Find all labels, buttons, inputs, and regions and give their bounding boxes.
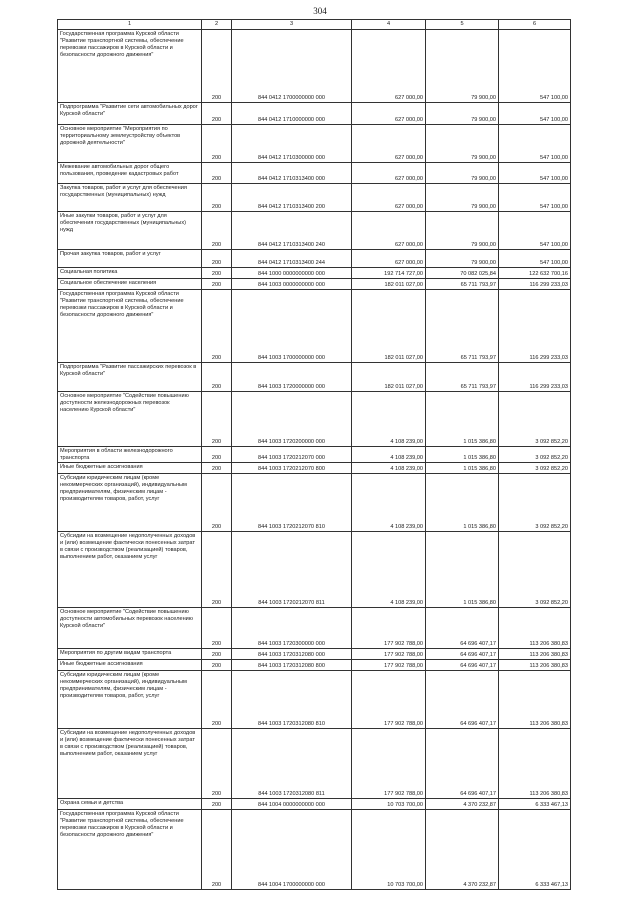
row-name: Субсидии на возмещение недополученных доходов и (или) возмещение фактически понесенных затрат в связи с производством (реализацией) товаров, выполнением работ, оказанием услуг <box>58 729 202 799</box>
row-code: 200 <box>202 103 232 125</box>
table-row <box>58 163 571 184</box>
row-amount-approved: 177 902 788,00 <box>352 608 426 649</box>
row-name: Основное мероприятие "Содействие повышению доступности железнодорожных перевозок населению Курской области" <box>58 392 202 447</box>
row-classifier: 844 1004 1700000000 000 <box>232 810 352 890</box>
row-amount-executed: 1 015 386,80 <box>426 392 499 447</box>
row-name: Государственная программа Курской области "Развитие транспортной системы, обеспечение перевозки пассажиров в Курской области и безопасности дорожного движения" <box>58 30 202 103</box>
header-cell: 5 <box>426 20 499 30</box>
row-amount-remaining: 547 100,00 <box>499 125 571 163</box>
header-cell: 4 <box>352 20 426 30</box>
row-amount-remaining: 547 100,00 <box>499 163 571 184</box>
row-amount-remaining: 113 206 380,83 <box>499 608 571 649</box>
row-amount-remaining: 3 092 852,20 <box>499 532 571 608</box>
row-code: 200 <box>202 212 232 250</box>
row-amount-approved: 627 000,00 <box>352 212 426 250</box>
row-amount-approved: 10 703 700,00 <box>352 810 426 890</box>
row-classifier: 844 0412 1710313400 240 <box>232 212 352 250</box>
row-amount-executed: 79 900,00 <box>426 184 499 212</box>
row-amount-executed: 64 696 407,17 <box>426 671 499 729</box>
row-classifier: 844 1003 1720312080 800 <box>232 660 352 671</box>
row-amount-remaining: 3 092 852,20 <box>499 392 571 447</box>
row-amount-executed: 64 696 407,17 <box>426 660 499 671</box>
row-amount-executed: 65 711 793,97 <box>426 279 499 290</box>
row-name: Иные бюджетные ассигнования <box>58 660 202 671</box>
row-amount-approved: 4 108 239,00 <box>352 392 426 447</box>
row-name: Мероприятия по другим видам транспорта <box>58 649 202 660</box>
row-amount-executed: 64 696 407,17 <box>426 608 499 649</box>
row-amount-approved: 10 703 700,00 <box>352 799 426 810</box>
row-code: 200 <box>202 363 232 392</box>
table-row <box>58 250 571 268</box>
table-row <box>58 671 571 729</box>
row-amount-executed: 79 900,00 <box>426 125 499 163</box>
row-classifier: 844 0412 1710313400 200 <box>232 184 352 212</box>
row-amount-approved: 627 000,00 <box>352 250 426 268</box>
row-amount-remaining: 113 206 380,83 <box>499 729 571 799</box>
table-row <box>58 125 571 163</box>
row-classifier: 844 1003 1720312080 000 <box>232 649 352 660</box>
row-classifier: 844 0412 1710313400 000 <box>232 163 352 184</box>
row-name: Межевание автомобильных дорог общего пользования, проведение кадастровых работ <box>58 163 202 184</box>
row-classifier: 844 1003 1700000000 000 <box>232 290 352 363</box>
row-name: Субсидии на возмещение недополученных доходов и (или) возмещение фактически понесенных затрат в связи с производством (реализацией) товаров, выполнением работ, оказанием услуг <box>58 532 202 608</box>
row-code: 200 <box>202 532 232 608</box>
row-code: 200 <box>202 729 232 799</box>
page-number: 304 <box>313 6 327 16</box>
row-classifier: 844 1003 1720000000 000 <box>232 363 352 392</box>
row-amount-remaining: 113 206 380,83 <box>499 649 571 660</box>
row-name: Субсидии юридическим лицам (кроме некоммерческих организаций), индивидуальным предпринимателям, физическим лицам - производителям товаров, работ, услуг <box>58 671 202 729</box>
header-cell: 6 <box>499 20 571 30</box>
row-classifier: 844 1003 0000000000 000 <box>232 279 352 290</box>
row-amount-approved: 4 108 239,00 <box>352 447 426 463</box>
row-code: 200 <box>202 660 232 671</box>
row-name: Подпрограмма "Развитие сети автомобильных дорог Курской области" <box>58 103 202 125</box>
row-amount-approved: 182 011 027,00 <box>352 279 426 290</box>
row-amount-remaining: 6 333 467,13 <box>499 810 571 890</box>
row-classifier: 844 1000 0000000000 000 <box>232 268 352 279</box>
row-amount-approved: 182 011 027,00 <box>352 290 426 363</box>
row-amount-remaining: 547 100,00 <box>499 212 571 250</box>
row-amount-executed: 64 696 407,17 <box>426 729 499 799</box>
row-name: Государственная программа Курской области "Развитие транспортной системы, обеспечение перевозки пассажиров в Курской области и безопасности дорожного движения" <box>58 810 202 890</box>
table-row <box>58 799 571 810</box>
row-amount-approved: 4 108 239,00 <box>352 463 426 474</box>
row-amount-remaining: 6 333 467,13 <box>499 799 571 810</box>
header-row <box>58 20 571 30</box>
row-amount-approved: 627 000,00 <box>352 30 426 103</box>
table-row <box>58 268 571 279</box>
row-classifier: 844 1003 1720300000 000 <box>232 608 352 649</box>
row-name: Мероприятия в области железнодорожного транспорта <box>58 447 202 463</box>
row-amount-remaining: 547 100,00 <box>499 103 571 125</box>
row-classifier: 844 0412 1710000000 000 <box>232 103 352 125</box>
table-row <box>58 279 571 290</box>
row-code: 200 <box>202 649 232 660</box>
row-classifier: 844 1003 1720312080 810 <box>232 671 352 729</box>
row-name: Субсидии юридическим лицам (кроме некоммерческих организаций), индивидуальным предпринимателям, физическим лицам - производителям товаров, работ, услуг <box>58 474 202 532</box>
row-amount-remaining: 113 206 380,83 <box>499 671 571 729</box>
row-amount-remaining: 122 632 700,16 <box>499 268 571 279</box>
row-code: 200 <box>202 810 232 890</box>
budget-table <box>57 19 571 890</box>
table-row <box>58 103 571 125</box>
row-code: 200 <box>202 30 232 103</box>
table-row <box>58 729 571 799</box>
row-code: 200 <box>202 268 232 279</box>
row-code: 200 <box>202 474 232 532</box>
row-name: Основное мероприятие "Содействие повышению доступности автомобильных перевозок населению Курской области" <box>58 608 202 649</box>
row-name: Социальная политика <box>58 268 202 279</box>
row-amount-approved: 177 902 788,00 <box>352 660 426 671</box>
table-row <box>58 363 571 392</box>
row-amount-remaining: 3 092 852,20 <box>499 474 571 532</box>
row-classifier: 844 1003 1720212070 811 <box>232 532 352 608</box>
table-row <box>58 660 571 671</box>
row-amount-approved: 192 714 727,00 <box>352 268 426 279</box>
row-code: 200 <box>202 799 232 810</box>
table-row <box>58 392 571 447</box>
row-classifier: 844 0412 1700000000 000 <box>232 30 352 103</box>
row-code: 200 <box>202 463 232 474</box>
row-amount-executed: 70 082 025,84 <box>426 268 499 279</box>
row-amount-approved: 4 108 239,00 <box>352 532 426 608</box>
header-cell: 2 <box>202 20 232 30</box>
row-amount-remaining: 113 206 380,83 <box>499 660 571 671</box>
row-amount-approved: 627 000,00 <box>352 103 426 125</box>
row-amount-remaining: 547 100,00 <box>499 250 571 268</box>
row-amount-remaining: 3 092 852,20 <box>499 463 571 474</box>
row-classifier: 844 1003 1720212070 000 <box>232 447 352 463</box>
table-row <box>58 290 571 363</box>
row-amount-approved: 177 902 788,00 <box>352 649 426 660</box>
row-amount-executed: 65 711 793,97 <box>426 363 499 392</box>
table-row <box>58 649 571 660</box>
table-row <box>58 810 571 890</box>
table-row <box>58 608 571 649</box>
row-amount-executed: 79 900,00 <box>426 250 499 268</box>
row-name: Иные закупки товаров, работ и услуг для обеспечения государственных (муниципальных) нужд <box>58 212 202 250</box>
row-code: 200 <box>202 163 232 184</box>
row-name: Охрана семьи и детства <box>58 799 202 810</box>
row-name: Государственная программа Курской области "Развитие транспортной системы, обеспечение перевозки пассажиров в Курской области и безопасности дорожного движения" <box>58 290 202 363</box>
row-code: 200 <box>202 279 232 290</box>
row-amount-remaining: 116 299 233,03 <box>499 279 571 290</box>
row-amount-executed: 4 370 232,87 <box>426 810 499 890</box>
row-classifier: 844 1003 1720212070 800 <box>232 463 352 474</box>
row-classifier: 844 1003 1720212070 810 <box>232 474 352 532</box>
table-row <box>58 447 571 463</box>
row-amount-approved: 627 000,00 <box>352 184 426 212</box>
table-row <box>58 212 571 250</box>
row-name: Социальное обеспечение населения <box>58 279 202 290</box>
row-amount-remaining: 3 092 852,20 <box>499 447 571 463</box>
row-code: 200 <box>202 447 232 463</box>
row-code: 200 <box>202 608 232 649</box>
row-amount-remaining: 116 299 233,03 <box>499 290 571 363</box>
row-amount-approved: 182 011 027,00 <box>352 363 426 392</box>
row-amount-approved: 177 902 788,00 <box>352 729 426 799</box>
row-name: Иные бюджетные ассигнования <box>58 463 202 474</box>
row-amount-approved: 627 000,00 <box>352 163 426 184</box>
row-amount-executed: 4 370 232,87 <box>426 799 499 810</box>
table-row <box>58 532 571 608</box>
row-classifier: 844 1003 1720312080 811 <box>232 729 352 799</box>
row-code: 200 <box>202 290 232 363</box>
row-classifier: 844 1004 0000000000 000 <box>232 799 352 810</box>
row-code: 200 <box>202 184 232 212</box>
row-amount-executed: 79 900,00 <box>426 163 499 184</box>
row-amount-approved: 177 902 788,00 <box>352 671 426 729</box>
row-amount-executed: 1 015 386,80 <box>426 463 499 474</box>
table-row <box>58 184 571 212</box>
row-amount-executed: 65 711 793,97 <box>426 290 499 363</box>
row-amount-executed: 1 015 386,80 <box>426 447 499 463</box>
row-name: Закупка товаров, работ и услуг для обеспечения государственных (муниципальных) нужд <box>58 184 202 212</box>
row-amount-remaining: 547 100,00 <box>499 184 571 212</box>
row-amount-approved: 627 000,00 <box>352 125 426 163</box>
row-amount-executed: 1 015 386,80 <box>426 474 499 532</box>
row-code: 200 <box>202 250 232 268</box>
row-name: Прочая закупка товаров, работ и услуг <box>58 250 202 268</box>
table-row <box>58 463 571 474</box>
row-classifier: 844 0412 1710300000 000 <box>232 125 352 163</box>
header-cell: 3 <box>232 20 352 30</box>
row-classifier: 844 0412 1710313400 244 <box>232 250 352 268</box>
row-amount-executed: 1 015 386,80 <box>426 532 499 608</box>
row-amount-executed: 79 900,00 <box>426 103 499 125</box>
row-classifier: 844 1003 1720200000 000 <box>232 392 352 447</box>
row-amount-remaining: 547 100,00 <box>499 30 571 103</box>
row-name: Основное мероприятие "Мероприятия по территориальному землеустройству объектов дорожной деятельности" <box>58 125 202 163</box>
row-amount-executed: 79 900,00 <box>426 30 499 103</box>
row-code: 200 <box>202 125 232 163</box>
row-amount-executed: 64 696 407,17 <box>426 649 499 660</box>
row-amount-approved: 4 108 239,00 <box>352 474 426 532</box>
table-row <box>58 30 571 103</box>
table-row <box>58 474 571 532</box>
header-cell: 1 <box>58 20 202 30</box>
row-name: Подпрограмма "Развитие пассажирских перевозок в Курской области" <box>58 363 202 392</box>
row-amount-executed: 79 900,00 <box>426 212 499 250</box>
row-amount-remaining: 116 299 233,03 <box>499 363 571 392</box>
row-code: 200 <box>202 671 232 729</box>
row-code: 200 <box>202 392 232 447</box>
